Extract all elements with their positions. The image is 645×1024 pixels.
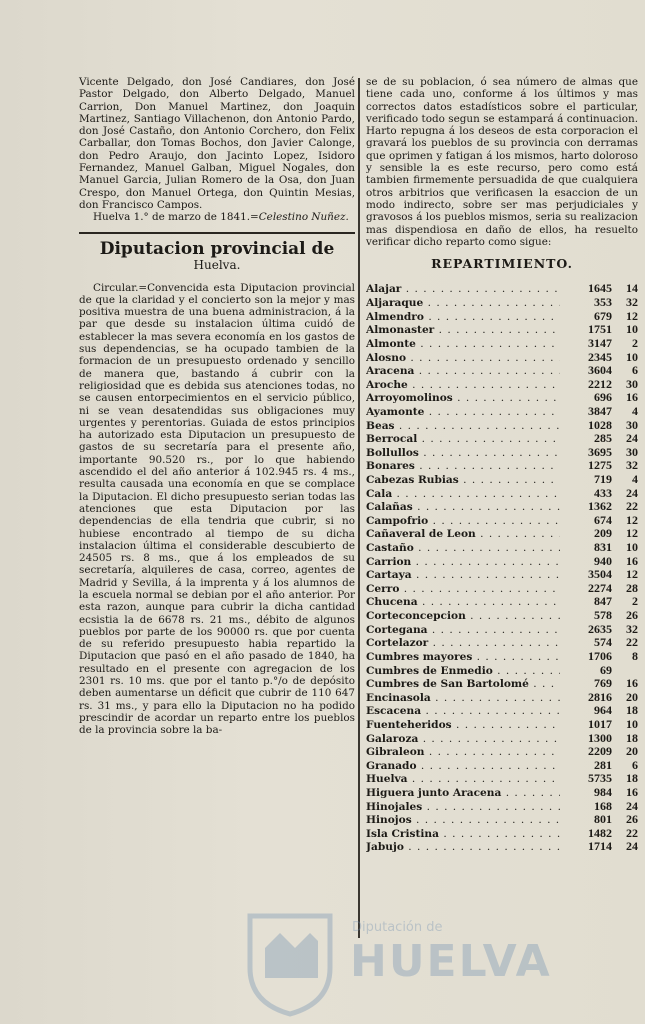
reales-amount: 574 xyxy=(594,635,612,650)
reales-amount: 2816 xyxy=(588,689,612,704)
table-row xyxy=(366,500,638,514)
maravedis-amount: 32 xyxy=(626,458,638,473)
watermark-brand: HUELVA xyxy=(350,936,552,987)
maravedis-amount: 26 xyxy=(626,812,638,827)
signature-place: Huelva 1.° de marzo de 1841.= xyxy=(93,211,259,224)
reales-amount: 285 xyxy=(594,431,612,446)
table-row xyxy=(366,704,638,718)
town-name: Hinojos . . . xyxy=(366,814,560,826)
repartimiento-table xyxy=(366,282,638,854)
table-row xyxy=(366,296,638,310)
table-row xyxy=(366,323,638,337)
town-name: Campofrio . . . xyxy=(366,515,560,527)
maravedis-amount: 22 xyxy=(626,499,638,514)
town-name: Carrion . . . xyxy=(366,556,560,568)
town-name: Alajar . . . xyxy=(366,283,560,295)
table-row xyxy=(366,623,638,637)
right-column xyxy=(366,76,638,854)
reales-amount: 847 xyxy=(594,594,612,609)
town-name: Alosno . . . xyxy=(366,352,560,364)
maravedis-amount: 2 xyxy=(632,594,638,609)
town-name: Almonte . . . xyxy=(366,338,560,350)
table-row xyxy=(366,813,638,827)
reales-amount: 1017 xyxy=(588,716,612,731)
reales-amount: 2209 xyxy=(588,744,612,759)
section-heading: Diputacion provincial de xyxy=(99,238,335,259)
reales-amount: 2212 xyxy=(588,376,612,391)
left-column xyxy=(79,76,355,737)
column-divider xyxy=(358,78,360,938)
table-row xyxy=(366,609,638,623)
reales-amount: 1714 xyxy=(588,839,612,854)
town-name: Almonaster . . . xyxy=(366,324,560,336)
reales-amount: 5735 xyxy=(588,771,612,786)
maravedis-amount: 16 xyxy=(626,785,638,799)
town-name: Gibraleon . . . xyxy=(366,746,560,758)
town-name: Hinojales . . . xyxy=(366,801,560,813)
reales-amount: 3695 xyxy=(588,444,612,459)
maravedis-amount: 24 xyxy=(626,798,638,813)
maravedis-amount: 28 xyxy=(626,580,638,595)
town-name: Granado . . . xyxy=(366,760,560,772)
signature-line xyxy=(79,211,355,223)
reales-amount: 1300 xyxy=(588,730,612,745)
reales-amount: 168 xyxy=(594,798,612,813)
town-name: Higuera junto Aracena . . . xyxy=(366,787,560,799)
town-name: Huelva . . . xyxy=(366,773,560,785)
maravedis-amount: 8 xyxy=(632,648,638,663)
reales-amount: 3147 xyxy=(588,335,612,350)
maravedis-amount: 6 xyxy=(632,757,638,772)
reales-amount: 1751 xyxy=(588,322,612,337)
table-row xyxy=(366,827,638,841)
reales-amount: 769 xyxy=(594,676,612,691)
maravedis-amount: 12 xyxy=(626,526,638,541)
circular-paragraph: Circular.=Convencida esta Diputacion provincial de que la claridad y el concierto son la mejor y mas positiva muestra de una buena administracion, á la par que desde su instalacion última cuidó de establecer la mas severa economía en los gastos de sus dependencias, se ha ocupado tambien de la formacion de un presupuesto ordenado y sencillo de manera que, bastando á cubrir con la religiosidad que es debida sus atenciones todas, no se causen entorpecimientos en el servicio público, ni se vean desatendidas sus obligaciones muy urgentes y perentorias. Guiada de estos principios ha autorizado esta Diputacion un presupuesto de gastos de su secretaría para el presente año, importante 90.520 rs., por lo que habiendo ascendido el del año anterior á 102.945 rs. 4 ms., resulta causada una economía en que se complace la Diputacion. El dicho presupuesto serian todas las atenciones que esta Diputacion por las dependencias de ella tendria que cubrir, si no hubiese encontrado al tiempo de su dicha instalacion última el considerable descubierto de 24505 rs. 8 ms., que á los empleados de su secretaría, alquileres de casa, correo, agentes de Madrid y Sevilla, á la imprenta y á los alumnos de la escuela normal se debian por el año anterior. Por esta razon, aunque para cubrir la dicha cantidad ecsistia la de 6678 rs. 21 ms., débito de algunos pueblos por parte de los 90000 rs. que por cuenta de su referido presupuesto habia repartido la Diputacion que pasó en el año pasado de 1840, ha resultado en el presente con agregacion de los 2301 rs. 10 ms. que por el tanto p.°/o de depósito deben aumentarse un déficit que cubrir de 110 647 rs. 31 ms., y para ello la Diputacion no ha podido prescindir de acordar un reparto entre los pueblos de la provincia sobre la ba- xyxy=(79,281,355,737)
maravedis-amount: 30 xyxy=(626,444,638,459)
table-row xyxy=(366,568,638,582)
table-row xyxy=(366,378,638,392)
town-name: Arroyomolinos . . . xyxy=(366,392,560,404)
reales-amount: 3504 xyxy=(588,567,612,582)
table-row xyxy=(366,840,638,854)
town-name: Cumbres de Enmedio . . . xyxy=(366,665,560,677)
town-name: Aracena . . . xyxy=(366,365,560,377)
continuation-paragraph: se de su poblacion, ó sea número de almas que tiene cada uno, conforme á los últimos y mas correctos datos estadísticos sobre el particular, verificado todo segun se estampará á continuacion. Harto repugna á los deseos de esta corporacion el gravará los pueblos de su provincia con derramas que oprimen y fatigan á los mismos, harto doloroso y sensible la es este recurso, pero como está tambien firmemente persuadida de que cualquiera otros arbitrios que verificasen la esaccion de un modo indirecto, sobre ser mas perjudiciales y gravosos á los pueblos mismos, seria su realizacion mas dispendiosa en daño de ellos, ha resuelto verificar dicho reparto como sigue: xyxy=(366,76,638,248)
table-row xyxy=(366,351,638,365)
maravedis-amount: 4 xyxy=(632,471,638,486)
table-row xyxy=(366,800,638,814)
town-name: Fuenteheridos . . . xyxy=(366,719,560,731)
town-name: Bollullos . . . xyxy=(366,447,560,459)
reales-amount: 1362 xyxy=(588,499,612,514)
town-name: Castaño . . . xyxy=(366,542,560,554)
town-name: Aroche . . . xyxy=(366,379,560,391)
reales-amount: 2274 xyxy=(588,580,612,595)
table-row xyxy=(366,282,638,296)
reales-amount: 69 xyxy=(600,662,612,677)
table-row xyxy=(366,459,638,473)
town-name: Cerro . . . xyxy=(366,583,560,595)
table-row xyxy=(366,664,638,678)
table-row xyxy=(366,405,638,419)
table-row xyxy=(366,419,638,433)
table-row xyxy=(366,650,638,664)
section-subheading: Huelva. xyxy=(193,257,241,272)
maravedis-amount: 20 xyxy=(626,689,638,704)
town-name: Chucena . . . xyxy=(366,596,560,608)
table-row xyxy=(366,595,638,609)
reales-amount: 679 xyxy=(594,308,612,323)
table-row xyxy=(366,337,638,351)
reales-amount: 578 xyxy=(594,608,612,623)
maravedis-amount: 22 xyxy=(626,635,638,650)
town-name: Almendro . . . xyxy=(366,311,560,323)
town-name: Berrocal . . . xyxy=(366,433,560,445)
reales-amount: 433 xyxy=(594,485,612,500)
table-row xyxy=(366,310,638,324)
town-name: Ayamonte . . . xyxy=(366,406,560,418)
maravedis-amount: 24 xyxy=(626,839,638,854)
reales-amount: 801 xyxy=(594,812,612,827)
reales-amount: 719 xyxy=(594,471,612,486)
archive-watermark xyxy=(240,900,640,1024)
maravedis-amount: 18 xyxy=(626,730,638,745)
table-row xyxy=(366,691,638,705)
reales-amount: 674 xyxy=(594,512,612,527)
town-name: Bonares . . . xyxy=(366,460,560,472)
table-row xyxy=(366,432,638,446)
maravedis-amount: 10 xyxy=(626,716,638,731)
reales-amount: 281 xyxy=(594,757,612,772)
maravedis-amount: 12 xyxy=(626,512,638,527)
table-row xyxy=(366,446,638,460)
town-name: Jabujo . . . xyxy=(366,841,560,853)
town-name: Cortelazor . . . xyxy=(366,637,560,649)
maravedis-amount: 10 xyxy=(626,322,638,337)
maravedis-amount: 16 xyxy=(626,553,638,568)
table-row xyxy=(366,473,638,487)
town-name: Cartaya . . . xyxy=(366,569,560,581)
maravedis-amount: 10 xyxy=(626,349,638,364)
town-name: Cañaveral de Leon . . . xyxy=(366,528,560,540)
table-row xyxy=(366,718,638,732)
table-row xyxy=(366,745,638,759)
maravedis-amount: 14 xyxy=(626,281,638,296)
town-name: Cortegana . . . xyxy=(366,624,560,636)
reales-amount: 964 xyxy=(594,703,612,718)
table-row xyxy=(366,555,638,569)
town-name: Corteconcepcion . . . xyxy=(366,610,560,622)
maravedis-amount: 16 xyxy=(626,676,638,691)
town-name: Cabezas Rubias . . . xyxy=(366,474,560,486)
town-name: Encinasola . . . xyxy=(366,692,560,704)
town-name: Isla Cristina . . . xyxy=(366,828,560,840)
section-rule xyxy=(79,232,355,234)
reales-amount: 2345 xyxy=(588,349,612,364)
table-row xyxy=(366,487,638,501)
town-name: Cala . . . xyxy=(366,488,560,500)
town-name: Aljaraque . . . xyxy=(366,297,560,309)
maravedis-amount: 26 xyxy=(626,608,638,623)
reales-amount: 696 xyxy=(594,390,612,405)
maravedis-amount: 24 xyxy=(626,431,638,446)
table-row xyxy=(366,514,638,528)
reales-amount: 3847 xyxy=(588,403,612,418)
table-row xyxy=(366,677,638,691)
reales-amount: 1275 xyxy=(588,458,612,473)
watermark-subtitle: Diputación de xyxy=(352,920,443,935)
maravedis-amount: 2 xyxy=(632,335,638,350)
table-row xyxy=(366,732,638,746)
shield-icon xyxy=(240,908,340,1018)
maravedis-amount: 16 xyxy=(626,390,638,405)
reales-amount: 1706 xyxy=(588,648,612,663)
maravedis-amount: 4 xyxy=(632,403,638,418)
maravedis-amount: 24 xyxy=(626,485,638,500)
table-row xyxy=(366,364,638,378)
maravedis-amount: 18 xyxy=(626,703,638,718)
town-name: Beas . . . xyxy=(366,420,560,432)
reales-amount: 1645 xyxy=(588,281,612,296)
names-paragraph: Vicente Delgado, don José Candiares, don José Pastor Delgado, don Alberto Delgado, Manuel Carrion, Don Manuel Martinez, don Joaquin Martinez, Santiago Villachenon, don Antonio Pardo, don José Castaño, don Antonio Corchero, don Felix Carballar, don Tomas Bochos, don Javier Calonge, don Pedro Araujo, don Jacinto Lopez, Isidoro Fernandez, Manuel Galban, Miguel Nogales, don Manuel Garcia, Julian Romero de la Osa, don Juan Crespo, don Manuel Ortega, don Quintin Mesias, don Francisco Campos. xyxy=(79,76,355,211)
maravedis-amount: 32 xyxy=(626,621,638,636)
maravedis-amount: 12 xyxy=(626,308,638,323)
repartimiento-title: REPARTIMIENTO. xyxy=(431,256,573,272)
reales-amount: 3604 xyxy=(588,363,612,378)
town-name: Galaroza . . . xyxy=(366,733,560,745)
reales-amount: 831 xyxy=(594,540,612,555)
table-row xyxy=(366,391,638,405)
table-row xyxy=(366,759,638,773)
table-row xyxy=(366,636,638,650)
signature-name: Celestino Nuñez. xyxy=(258,211,349,224)
town-name: Escacena . . . xyxy=(366,705,560,717)
reales-amount: 2635 xyxy=(588,621,612,636)
table-row xyxy=(366,786,638,800)
maravedis-amount: 6 xyxy=(632,363,638,378)
table-row xyxy=(366,772,638,786)
town-name: Calañas . . . xyxy=(366,501,560,513)
maravedis-amount: 10 xyxy=(626,540,638,555)
maravedis-amount: 30 xyxy=(626,417,638,432)
reales-amount: 353 xyxy=(594,295,612,310)
reales-amount: 984 xyxy=(594,785,612,799)
reales-amount: 209 xyxy=(594,526,612,541)
maravedis-amount: 32 xyxy=(626,295,638,310)
maravedis-amount: 12 xyxy=(626,567,638,582)
reales-amount: 1028 xyxy=(588,417,612,432)
maravedis-amount: 18 xyxy=(626,771,638,786)
maravedis-amount: 30 xyxy=(626,376,638,391)
maravedis-amount: 20 xyxy=(626,744,638,759)
maravedis-amount: 22 xyxy=(626,825,638,840)
table-row xyxy=(366,527,638,541)
reales-amount: 940 xyxy=(594,553,612,568)
town-name: Cumbres de San Bartolomé . . . xyxy=(366,678,560,690)
reales-amount: 1482 xyxy=(588,825,612,840)
town-name: Cumbres mayores . . . xyxy=(366,651,560,663)
table-row xyxy=(366,582,638,596)
table-row xyxy=(366,541,638,555)
